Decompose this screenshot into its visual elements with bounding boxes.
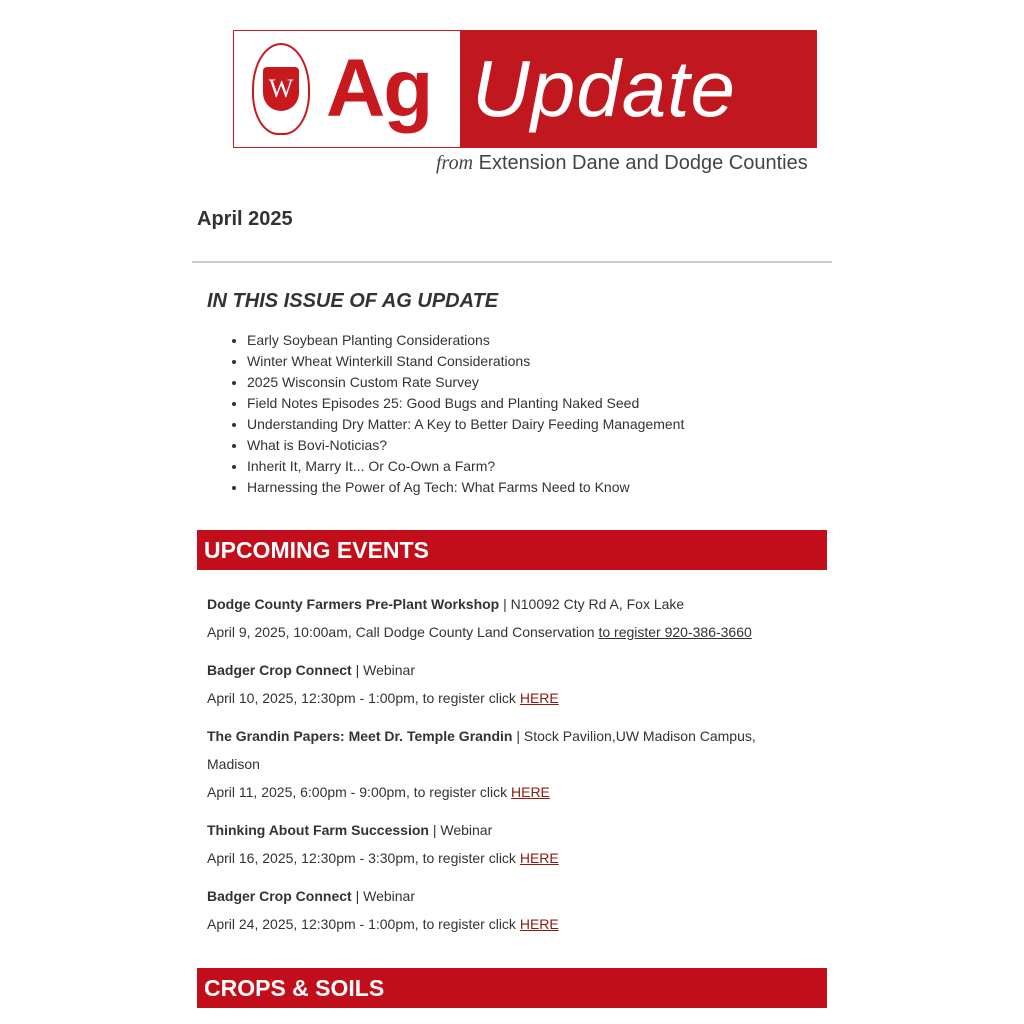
event-details: April 24, 2025, 12:30pm - 1:00pm, to register click [207,916,520,932]
crops-soils-header: CROPS & SOILS [197,968,827,1008]
event-title: Badger Crop Connect [207,888,352,904]
issue-item: • Inherit It, Marry It... Or Co-Own a Farm? [247,456,684,477]
register-link[interactable]: HERE [519,916,559,932]
event-details: April 11, 2025, 6:00pm - 9:00pm, to register click [207,784,511,800]
event-title: The Grandin Papers: Meet Dr. Temple Grandin [207,728,513,744]
upcoming-events-header: UPCOMING EVENTS [197,530,827,570]
issue-item: • Field Notes Episodes 25: Good Bugs and Planting Naked Seed [247,393,684,414]
ag-update-logo [233,30,817,148]
issue-item: • 2025 Wisconsin Custom Rate Survey [247,372,684,393]
issue-item: • Harnessing the Power of Ag Tech: What Farms Need to Know [247,477,684,498]
events-list [207,590,807,948]
event-location: | Webinar [351,662,415,678]
logo-update: Update [460,31,816,147]
event-details: April 9, 2025, 10:00am, Call Dodge County Land Conservation [207,624,599,640]
register-link[interactable]: HERE [519,850,559,866]
in-this-issue-heading: IN THIS ISSUE OF AG UPDATE [207,290,499,312]
issue-month: April 2025 [197,208,293,230]
from-text: from [436,152,474,174]
issue-item: • Winter Wheat Winterkill Stand Considerations [247,351,684,372]
register-link[interactable]: to register 920-386-3660 [598,624,752,640]
logo-subtitle [436,152,808,175]
event-item [207,656,807,712]
issue-item: • What is Bovi-Noticias? [247,435,684,456]
divider [192,261,832,263]
event-item [207,722,807,806]
register-link[interactable]: HERE [519,690,559,706]
issue-list [247,330,684,498]
event-title: Thinking About Farm Succession [207,822,429,838]
event-item [207,590,807,646]
event-location: | Stock Pavilion,UW Madison Campus, Madison [207,728,756,772]
event-details: April 10, 2025, 12:30pm - 1:00pm, to register click [207,690,520,706]
event-location: | Webinar [351,888,415,904]
extension-text: Extension Dane and Dodge Counties [478,152,808,174]
uw-crest-icon: W [252,43,310,135]
event-title: Dodge County Farmers Pre-Plant Workshop [207,596,500,612]
event-title: Badger Crop Connect [207,662,352,678]
issue-item: • Early Soybean Planting Considerations [247,330,684,351]
event-item [207,882,807,938]
event-location: | N10092 Cty Rd A, Fox Lake [499,596,685,612]
event-details: April 16, 2025, 12:30pm - 3:30pm, to register click [207,850,520,866]
issue-item: • Understanding Dry Matter: A Key to Better Dairy Feeding Management [247,414,684,435]
event-location: | Webinar [428,822,493,838]
event-item [207,816,807,872]
register-link[interactable]: HERE [511,784,550,800]
logo-ag: Ag [326,43,432,134]
